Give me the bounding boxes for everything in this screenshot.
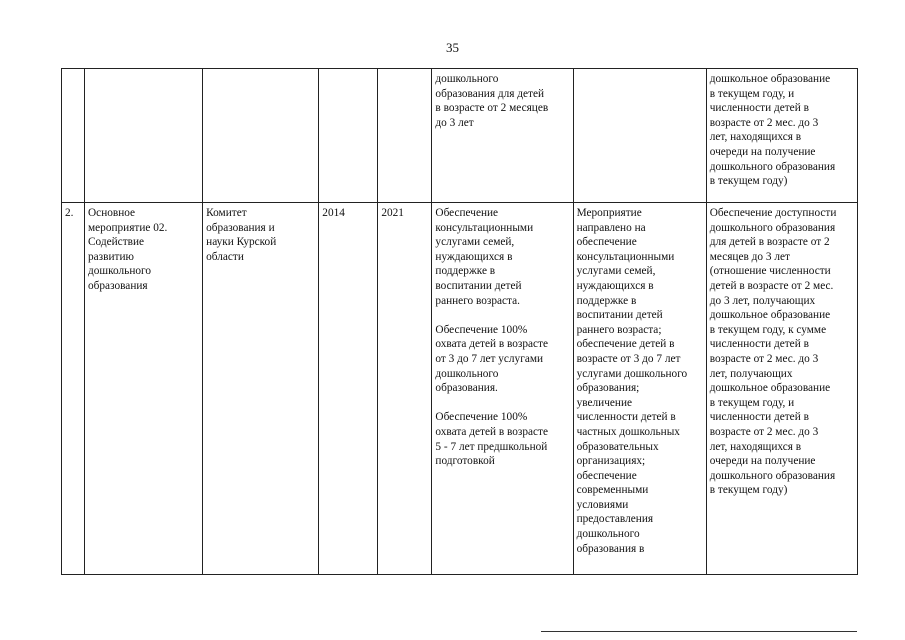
cell-description — [573, 69, 706, 203]
cell-expected-result: дошкольного образования для детей в возрасте от 2 месяцев до 3 лет — [432, 69, 573, 203]
cell-expected-result: Обеспечение консультационными услугами семей, нуждающихся в поддержке в воспитании детей раннего возраста. Обеспечение 100% охвата детей в возрасте от 3 до 7 лет услугами дошкольного образования. Обеспечение 100% охвата детей в возрасте 5 - 7 лет предшкольной подготовкой — [432, 203, 573, 575]
cell-end-year: 2021 — [378, 203, 432, 575]
cell-event — [85, 69, 203, 203]
cell-executor — [203, 69, 319, 203]
cell-number: 2. — [62, 203, 85, 575]
cell-event: Основное мероприятие 02. Содействие развитию дошкольного образования — [85, 203, 203, 575]
cell-description: Мероприятие направлено на обеспечение консультационными услугами семей, нуждающихся в поддержке в воспитании детей раннего возраста; обеспечение детей в возрасте от 3 до 7 лет услугами дошкольного образования; увеличение численности детей в частных дошкольных образовательных организациях; обеспечение современными условиями предоставления дошкольного образования в — [573, 203, 706, 575]
cell-number — [62, 69, 85, 203]
footer-divider — [541, 631, 857, 632]
table-row — [62, 69, 858, 203]
cell-end-year — [378, 69, 432, 203]
cell-executor: Комитет образования и науки Курской области — [203, 203, 319, 575]
cell-indicator: Обеспечение доступности дошкольного образования для детей в возрасте от 2 месяцев до 3 лет (отношение численности детей в возрасте от 2 мес. до 3 лет, получающих дошкольное образование в текущем году, к сумме численности детей в возрасте от 2 мес. до 3 лет, получающих дошкольное образование в текущем году, и численности детей в возрасте от 2 мес. до 3 лет, находящихся в очереди на получение дошкольного образования в текущем году) — [706, 203, 857, 575]
page-number: 35 — [446, 40, 459, 55]
table-row — [62, 203, 858, 575]
program-table — [61, 68, 858, 575]
cell-start-year — [319, 69, 378, 203]
cell-indicator: дошкольное образование в текущем году, и численности детей в возрасте от 2 мес. до 3 лет, находящихся в очереди на получение дошкольного образования в текущем году) — [706, 69, 857, 203]
cell-start-year: 2014 — [319, 203, 378, 575]
